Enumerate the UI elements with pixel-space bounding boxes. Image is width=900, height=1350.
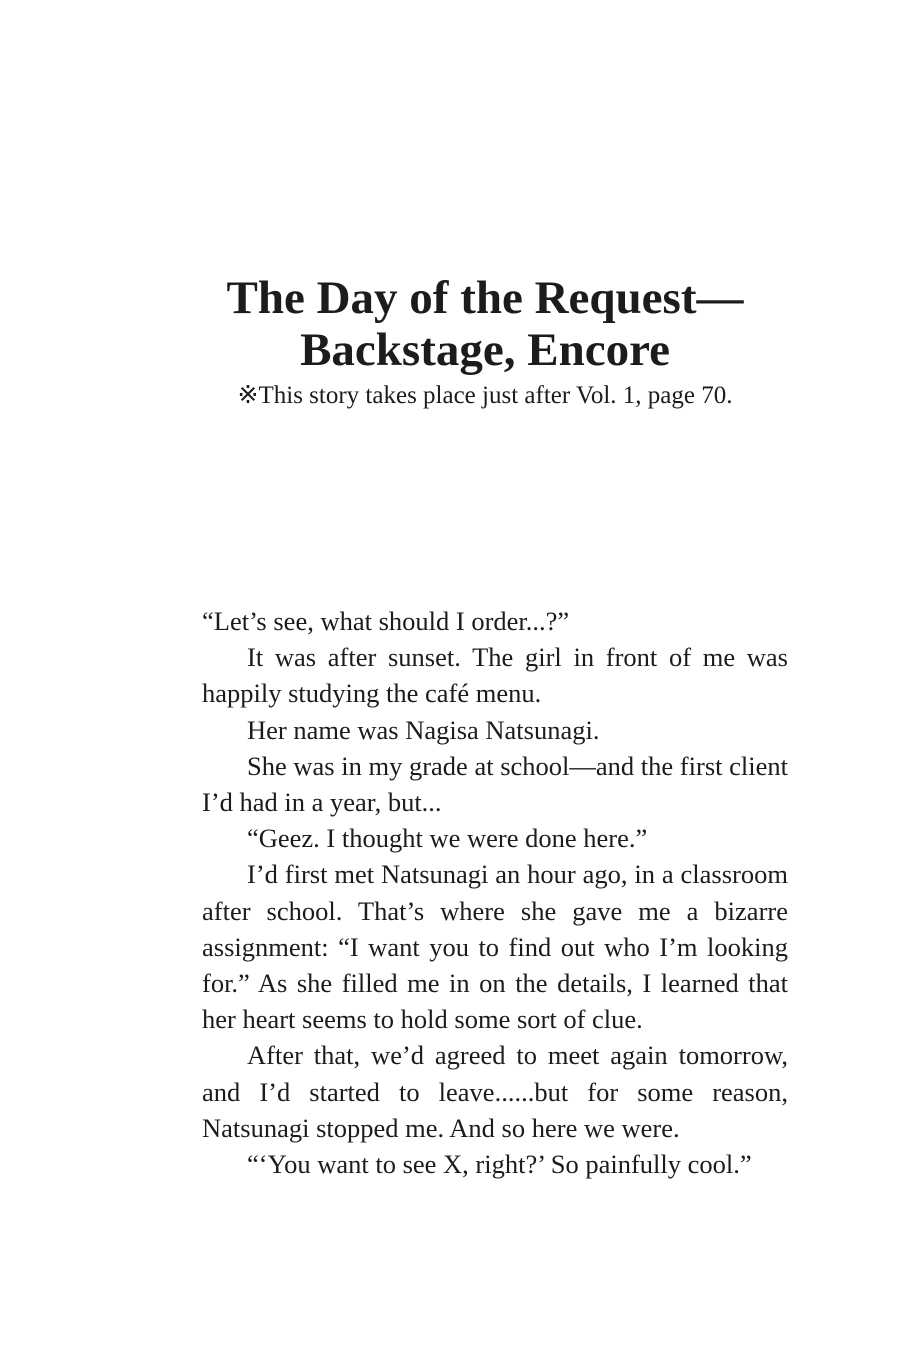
chapter-title-line-1: The Day of the Request—: [226, 272, 744, 324]
paragraph: I’d first met Natsunagi an hour ago, in a classroom after school. That’s where she gave me a bizarre assignment: “I want you to find out who I’m looking for.” As she filled me in on the details, I learned that her heart seems to hold some sort of clue.: [202, 859, 788, 1035]
paragraph: “Geez. I thought we were done here.”: [247, 823, 648, 854]
paragraph: “Let’s see, what should I order...?”: [202, 606, 570, 636]
chapter-heading: [150, 272, 820, 412]
chapter-title-line-2: Backstage, Encore: [300, 324, 670, 376]
chapter-note: ※This story takes place just after Vol. 1, page 70.: [237, 382, 733, 409]
body-text: [202, 603, 788, 1182]
paragraph: “‘You want to see X, right?’ So painfully cool.”: [247, 1149, 752, 1180]
chapter-title: [150, 272, 820, 376]
paragraph: It was after sunset. The girl in front of me was happily studying the café menu.: [202, 642, 788, 709]
paragraph: After that, we’d agreed to meet again tomorrow, and I’d started to leave......but for some reason, Natsunagi stopped me. And so here we were.: [202, 1040, 788, 1143]
paragraph: She was in my grade at school—and the first client I’d had in a year, but...: [202, 750, 788, 818]
paragraph: Her name was Nagisa Natsunagi.: [247, 714, 600, 745]
